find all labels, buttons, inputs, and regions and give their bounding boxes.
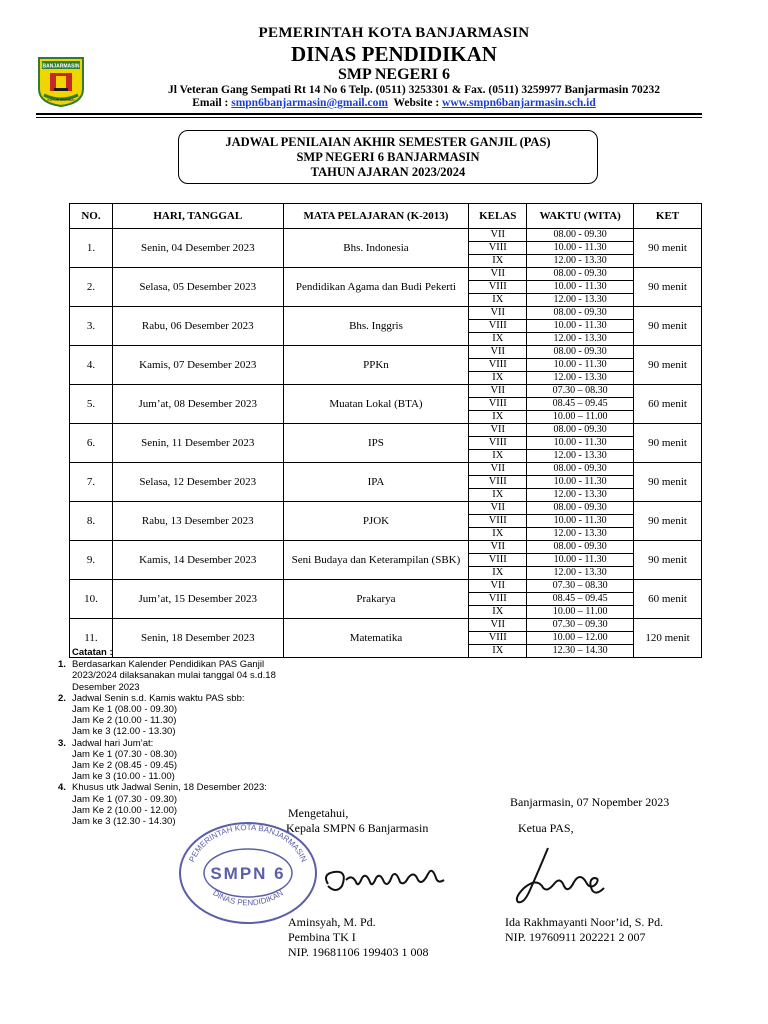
time-slot: 08.45 – 09.45: [527, 398, 633, 411]
contact-line: [20, 97, 768, 110]
class-level: VII: [469, 229, 526, 242]
time-slot: 10.00 - 11.30: [527, 476, 633, 489]
class-level: VIII: [469, 632, 526, 645]
header-rule-thin: [36, 117, 702, 118]
class-level: IX: [492, 645, 504, 656]
time-slot: 08.00 - 09.30: [527, 307, 633, 320]
title-line-3: TAHUN AJARAN 2023/2024: [310, 165, 466, 179]
note-subitem: Jam Ke 1 (08.00 - 09.30): [72, 704, 178, 716]
class-level: VII: [469, 502, 526, 515]
row-classes: [469, 385, 527, 424]
note-number: 1.: [58, 659, 66, 671]
table-row: [70, 307, 702, 346]
col-header-no: NO.: [70, 204, 113, 229]
principal-title: Kepala SMPN 6 Banjarmasin: [286, 821, 429, 835]
time-slot: 08.00 - 09.30: [527, 541, 633, 554]
government-name: PEMERINTAH KOTA BANJARMASIN: [258, 25, 530, 41]
department-name: DINAS PENDIDIKAN: [291, 42, 497, 66]
row-times: [527, 424, 634, 463]
row-classes: [469, 229, 527, 268]
class-level: VII: [469, 580, 526, 593]
note-subitem: Jam ke 3 (10.00 - 11.00): [72, 771, 175, 783]
time-slot: 08.00 - 09.30: [527, 463, 633, 476]
principal-signature: [318, 856, 450, 902]
note-subitem: Jam Ke 2 (10.00 - 12.00): [72, 804, 178, 816]
note-subitem: Jam Ke 2 (08.45 - 09.45): [72, 760, 178, 772]
row-times: [527, 268, 634, 307]
row-duration: 90 menit: [634, 463, 702, 502]
svg-text:SMPN 6: SMPN 6: [210, 864, 286, 883]
row-classes: [469, 346, 527, 385]
class-level: VIII: [469, 398, 526, 411]
class-level: VIII: [469, 359, 526, 372]
letterhead: [0, 24, 768, 110]
row-date: Jum’at, 15 Desember 2023: [112, 580, 283, 619]
note-subitem: Jam Ke 2 (10.00 - 11.30): [72, 715, 177, 727]
table-row: [70, 268, 702, 307]
row-duration: 90 menit: [634, 229, 702, 268]
class-level: VIII: [469, 515, 526, 528]
row-date: Jum’at, 08 Desember 2023: [112, 385, 283, 424]
row-times: [527, 346, 634, 385]
note-number: 2.: [58, 692, 66, 704]
row-duration: 90 menit: [634, 502, 702, 541]
row-classes: [469, 424, 527, 463]
email-link[interactable]: smpn6banjarmasin@gmail.com: [231, 97, 388, 109]
row-date: Senin, 04 Desember 2023: [112, 229, 283, 268]
time-slot: 12.00 - 13.30: [553, 528, 607, 539]
acknowledged-label: Mengetahui,: [288, 806, 349, 820]
note-subitem: Jam ke 3 (12.30 - 14.30): [72, 816, 176, 828]
time-slot: 12.00 - 13.30: [553, 450, 607, 461]
time-slot: 08.00 - 09.30: [527, 346, 633, 359]
class-level: VIII: [469, 320, 526, 333]
row-number: 9.: [70, 541, 113, 580]
row-number: 5.: [70, 385, 113, 424]
row-duration: 90 menit: [634, 424, 702, 463]
class-level: VIII: [469, 281, 526, 294]
row-classes: [469, 580, 527, 619]
row-subject: Seni Budaya dan Keterampilan (SBK): [283, 541, 469, 580]
time-slot: 10.00 - 11.30: [527, 554, 633, 567]
time-slot: 08.00 - 09.30: [527, 268, 633, 281]
table-row: [70, 502, 702, 541]
col-header-note: KET: [634, 204, 702, 229]
row-subject: Bhs. Inggris: [283, 307, 469, 346]
row-number: 11.: [70, 619, 113, 658]
header-rule-thick: [36, 113, 702, 115]
time-slot: 10.00 – 11.00: [552, 411, 608, 422]
row-date: Kamis, 07 Desember 2023: [112, 346, 283, 385]
document-title-box: [178, 130, 598, 184]
class-level: IX: [492, 528, 504, 539]
note-item: [58, 693, 282, 704]
time-slot: 12.00 - 13.30: [553, 372, 607, 383]
row-date: Kamis, 14 Desember 2023: [112, 541, 283, 580]
chair-nip: NIP. 19760911 202221 2 007: [505, 930, 646, 944]
row-duration: 90 menit: [634, 541, 702, 580]
row-duration: 90 menit: [634, 268, 702, 307]
class-level: VIII: [469, 437, 526, 450]
row-subject: IPS: [283, 424, 469, 463]
col-header-subject: MATA PELAJARAN (K-2013): [283, 204, 469, 229]
note-item: [58, 738, 282, 749]
time-slot: 07.30 – 08.30: [527, 580, 633, 593]
time-slot: 12.30 – 14.30: [552, 645, 608, 656]
row-times: [527, 463, 634, 502]
col-header-time: WAKTU (WITA): [527, 204, 634, 229]
row-classes: [469, 307, 527, 346]
time-slot: 08.45 – 09.45: [527, 593, 633, 606]
row-subject: Bhs. Indonesia: [283, 229, 469, 268]
class-level: VII: [469, 307, 526, 320]
table-header-row: [70, 204, 702, 229]
row-date: Senin, 11 Desember 2023: [112, 424, 283, 463]
note-text: Jadwal Senin s.d. Kamis waktu PAS sbb:: [72, 692, 245, 704]
svg-text:PEMERINTAH KOTA BANJARMASIN: PEMERINTAH KOTA BANJARMASIN: [187, 822, 309, 864]
time-slot: 10.00 - 11.30: [527, 242, 633, 255]
row-subject: Matematika: [283, 619, 469, 658]
class-level: IX: [492, 489, 504, 500]
class-level: IX: [492, 411, 504, 422]
col-header-date: HARI, TANGGAL: [112, 204, 283, 229]
note-subitem: Jam Ke 1 (07.30 - 08.30): [72, 748, 178, 760]
time-slot: 07.30 – 09.30: [527, 619, 633, 632]
time-slot: 08.00 - 09.30: [527, 229, 633, 242]
row-duration: 60 menit: [634, 580, 702, 619]
note-item: [58, 659, 282, 693]
table-row: [70, 424, 702, 463]
row-classes: [469, 541, 527, 580]
row-classes: [469, 619, 527, 658]
svg-text:DINAS PENDIDIKAN: DINAS PENDIDIKAN: [211, 888, 285, 908]
row-times: [527, 619, 634, 658]
row-date: Rabu, 13 Desember 2023: [112, 502, 283, 541]
class-level: VII: [469, 424, 526, 437]
notes-section: [58, 647, 282, 827]
row-times: [527, 541, 634, 580]
svg-text:KAYUH BAIMBAI: KAYUH BAIMBAI: [47, 98, 75, 102]
time-slot: 10.00 - 11.30: [527, 281, 633, 294]
time-slot: 12.00 - 13.30: [553, 255, 607, 266]
time-slot: 10.00 – 11.00: [552, 606, 608, 617]
principal-nip: NIP. 19681106 199403 1 008: [288, 945, 429, 959]
school-address: Jl Veteran Gang Sempati Rt 14 No 6 Telp. (0511) 3253301 & Fax. (0511) 3259977 Banjarmasin 70232: [168, 84, 660, 96]
row-number: 3.: [70, 307, 113, 346]
time-slot: 08.00 - 09.30: [527, 424, 633, 437]
row-number: 4.: [70, 346, 113, 385]
row-number: 7.: [70, 463, 113, 502]
note-text: Jadwal hari Jum’at:: [72, 737, 154, 749]
row-subject: Prakarya: [283, 580, 469, 619]
time-slot: 10.00 – 12.00: [527, 632, 633, 645]
time-slot: 10.00 - 11.30: [527, 320, 633, 333]
svg-text:BANJARMASIN: BANJARMASIN: [42, 63, 80, 70]
title-line-2: SMP NEGERI 6 BANJARMASIN: [296, 150, 480, 164]
class-level: VII: [469, 268, 526, 281]
time-slot: 07.30 – 08.30: [527, 385, 633, 398]
class-level: VII: [469, 541, 526, 554]
chair-name: Ida Rakhmayanti Noor’id, S. Pd.: [505, 915, 664, 929]
row-times: [527, 385, 634, 424]
time-slot: 08.00 - 09.30: [527, 502, 633, 515]
row-number: 1.: [70, 229, 113, 268]
note-number: 3.: [58, 737, 66, 749]
class-level: IX: [492, 606, 504, 617]
class-level: VIII: [469, 593, 526, 606]
row-times: [527, 229, 634, 268]
time-slot: 10.00 - 11.30: [527, 437, 633, 450]
note-text: Berdasarkan Kalender Pendidikan PAS Ganjil 2023/2024 dilaksanakan mulai tanggal 04 s.d.18 Desember 2023: [72, 659, 276, 693]
class-level: VIII: [469, 476, 526, 489]
time-slot: 12.00 - 13.30: [553, 333, 607, 344]
row-times: [527, 307, 634, 346]
row-date: Rabu, 06 Desember 2023: [112, 307, 283, 346]
note-text: Khusus utk Jadwal Senin, 18 Desember 2023:: [72, 782, 267, 794]
class-level: IX: [492, 255, 504, 266]
time-slot: 10.00 - 11.30: [527, 359, 633, 372]
table-row: [70, 346, 702, 385]
school-name: SMP NEGERI 6: [337, 66, 450, 83]
note-item: [58, 782, 282, 793]
website-label: Website :: [387, 97, 443, 109]
place-date: Banjarmasin, 07 Nopember 2023: [510, 795, 670, 809]
row-duration: 120 menit: [634, 619, 702, 658]
row-duration: 90 menit: [634, 307, 702, 346]
row-times: [527, 580, 634, 619]
class-level: VIII: [469, 242, 526, 255]
row-date: Selasa, 05 Desember 2023: [112, 268, 283, 307]
exam-schedule-table: [69, 203, 702, 658]
time-slot: 12.00 - 13.30: [553, 294, 607, 305]
school-stamp: [176, 818, 320, 926]
table-row: [70, 541, 702, 580]
row-classes: [469, 268, 527, 307]
row-number: 8.: [70, 502, 113, 541]
class-level: VII: [469, 463, 526, 476]
row-classes: [469, 502, 527, 541]
principal-name: Aminsyah, M. Pd.: [288, 915, 376, 929]
row-times: [527, 502, 634, 541]
class-level: VII: [469, 385, 526, 398]
table-row: [70, 463, 702, 502]
class-level: IX: [492, 567, 504, 578]
row-duration: 90 menit: [634, 346, 702, 385]
row-date: Selasa, 12 Desember 2023: [112, 463, 283, 502]
time-slot: 10.00 - 11.30: [527, 515, 633, 528]
class-level: VII: [469, 346, 526, 359]
row-subject: Pendidikan Agama dan Budi Pekerti: [283, 268, 469, 307]
row-number: 2.: [70, 268, 113, 307]
row-date: Senin, 18 Desember 2023: [112, 619, 283, 658]
row-number: 6.: [70, 424, 113, 463]
class-level: IX: [492, 294, 504, 305]
row-duration: 60 menit: [634, 385, 702, 424]
title-line-1: JADWAL PENILAIAN AKHIR SEMESTER GANJIL (PAS): [225, 135, 551, 149]
row-subject: PJOK: [283, 502, 469, 541]
time-slot: 12.00 - 13.30: [553, 489, 607, 500]
note-subitem: Jam ke 3 (12.00 - 13.30): [72, 726, 176, 738]
chair-signature: [508, 842, 608, 914]
note-subitem: Jam Ke 1 (07.30 - 09.30): [72, 793, 178, 805]
row-subject: PPKn: [283, 346, 469, 385]
website-link[interactable]: www.smpn6banjarmasin.sch.id: [442, 97, 596, 109]
note-number: 4.: [58, 782, 66, 794]
committee-chair-title: Ketua PAS,: [518, 821, 574, 835]
table-row: [70, 229, 702, 268]
notes-title: Catatan :: [72, 647, 113, 658]
class-level: IX: [492, 372, 504, 383]
class-level: IX: [492, 450, 504, 461]
table-row: [70, 385, 702, 424]
principal-rank: Pembina TK I: [288, 930, 356, 944]
row-subject: IPA: [283, 463, 469, 502]
col-header-class: KELAS: [469, 204, 527, 229]
email-label: Email :: [192, 97, 232, 109]
table-row: [70, 580, 702, 619]
class-level: IX: [492, 333, 504, 344]
class-level: VII: [469, 619, 526, 632]
row-number: 10.: [70, 580, 113, 619]
row-subject: Muatan Lokal (BTA): [283, 385, 469, 424]
class-level: VIII: [469, 554, 526, 567]
time-slot: 12.00 - 13.30: [553, 567, 607, 578]
row-classes: [469, 463, 527, 502]
